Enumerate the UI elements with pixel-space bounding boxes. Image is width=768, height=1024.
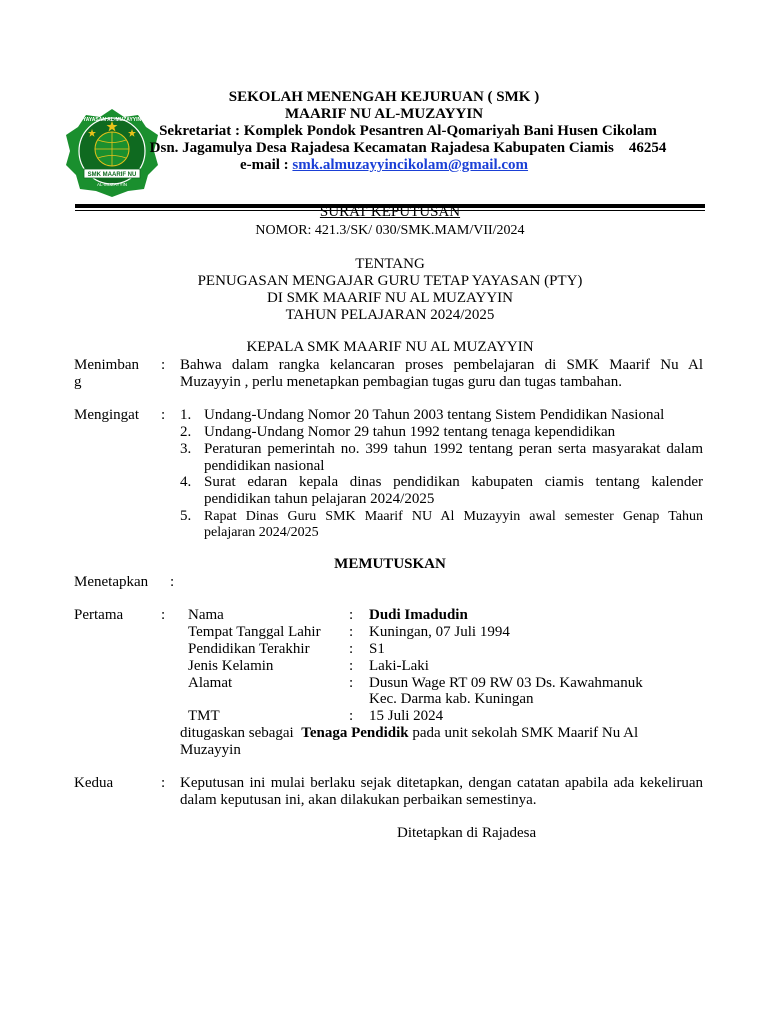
field-colon: : xyxy=(349,624,354,640)
mengingat-colon: : xyxy=(161,407,166,423)
mengingat-item-num: 5. xyxy=(180,508,192,524)
doc-title: SURAT KEPUTUSAN xyxy=(319,204,461,220)
doc-subject-3: TAHUN PELAJARAN 2024/2025 xyxy=(285,307,495,323)
assignment-line xyxy=(180,725,638,742)
field-label-tmt: TMT xyxy=(188,708,220,724)
mengingat-item-num: 3. xyxy=(180,441,192,457)
mengingat-item-text: pendidikan nasional xyxy=(204,458,325,474)
mengingat-item-text: Peraturan pemerintah no. 399 tahun 1992 tentang peran serta masyarakat dalam xyxy=(204,441,703,457)
logo-ring-text: YAYASAN AL-MUZAYYIN xyxy=(82,117,142,123)
mengingat-item-text: pelajaran 2024/2025 xyxy=(204,525,319,540)
field-label-nama: Nama xyxy=(188,607,224,623)
doc-subject-2: DI SMK MAARIF NU AL MUZAYYIN xyxy=(267,290,513,306)
mengingat-item-num: 4. xyxy=(180,474,192,490)
menimbang-text-1: Bahwa dalam rangka kelancaran proses pembelajaran di SMK Maarif Nu Al xyxy=(180,357,703,373)
mengingat-item-num: 1. xyxy=(180,407,192,423)
header-school-name: MAARIF NU AL-MUZAYYIN xyxy=(284,106,484,122)
field-colon: : xyxy=(349,641,354,657)
header-secretariat: Sekretariat : Komplek Pondok Pesantren Al-Qomariyah Bani Husen Cikolam xyxy=(159,123,657,139)
menetapkan-label: Menetapkan xyxy=(74,574,149,590)
doc-number: NOMOR: 421.3/SK/ 030/SMK.MAM/VII/2024 xyxy=(255,223,525,238)
doc-tentang: TENTANG xyxy=(355,256,425,272)
header-postal-code: 46254 xyxy=(628,140,667,156)
doc-subject-1: PENUGASAN MENGAJAR GURU TETAP YAYASAN (PTY) xyxy=(197,273,583,289)
field-value-pendidikan: S1 xyxy=(369,641,385,657)
field-value-alamat: Dusun Wage RT 09 RW 03 Ds. Kawahmanuk xyxy=(369,675,643,691)
field-colon: : xyxy=(349,658,354,674)
doc-authority: KEPALA SMK MAARIF NU AL MUZAYYIN xyxy=(246,339,534,355)
memutuskan-heading: MEMUTUSKAN xyxy=(334,556,446,572)
assignment-post: pada unit sekolah SMK Maarif Nu Al xyxy=(412,725,639,741)
field-label-alamat: Alamat xyxy=(188,675,233,691)
field-value-nama: Dudi Imadudin xyxy=(369,607,468,623)
field-colon: : xyxy=(349,675,354,691)
mengingat-label: Mengingat xyxy=(74,407,139,423)
field-colon: : xyxy=(349,708,354,724)
field-value-ttl: Kuningan, 07 Juli 1994 xyxy=(369,624,510,640)
kedua-text-1: Keputusan ini mulai berlaku sejak ditetapkan, dengan catatan apabila ada kekeliruan xyxy=(180,775,703,791)
header-email-link[interactable]: smk.almuzayyincikolam@gmail.com xyxy=(292,157,529,173)
mengingat-item-text: Rapat Dinas Guru SMK Maarif NU Al Muzayyin awal semester Genap Tahun xyxy=(204,509,703,524)
kedua-colon: : xyxy=(161,775,166,791)
header-address-text: Dsn. Jagamulya Desa Rajadesa Kecamatan Rajadesa Kabupaten Ciamis xyxy=(149,140,614,156)
pertama-colon: : xyxy=(161,607,166,623)
field-label-pendidikan: Pendidikan Terakhir xyxy=(188,641,310,657)
assignment-role: Tenaga Pendidik xyxy=(301,725,409,741)
menimbang-colon: : xyxy=(161,357,166,373)
field-value-alamat-2: Kec. Darma kab. Kuningan xyxy=(369,691,534,707)
field-colon: : xyxy=(349,607,354,623)
header-email-line xyxy=(0,157,768,174)
closing-place: Ditetapkan di Rajadesa xyxy=(397,825,537,841)
logo-sub-text: AL-MUZAYYIN xyxy=(97,182,127,187)
header-email-label: e-mail : xyxy=(239,157,289,173)
assignment-pre: ditugaskan sebagai xyxy=(180,725,294,741)
field-label-ttl: Tempat Tanggal Lahir xyxy=(188,624,321,640)
pertama-label: Pertama xyxy=(74,607,124,623)
mengingat-item-num: 2. xyxy=(180,424,192,440)
header-school-type: SEKOLAH MENENGAH KEJURUAN ( SMK ) xyxy=(228,89,540,105)
menimbang-label-wrap: g xyxy=(74,374,82,390)
mengingat-item-text: Surat edaran kepala dinas pendidikan kabupaten ciamis tentang kalender xyxy=(204,474,703,490)
mengingat-item-text: Undang-Undang Nomor 20 Tahun 2003 tentang Sistem Pendidikan Nasional xyxy=(204,407,665,423)
mengingat-item-text: pendidikan tahun pelajaran 2024/2025 xyxy=(204,491,435,507)
field-value-tmt: 15 Juli 2024 xyxy=(369,708,444,724)
header-address xyxy=(48,140,768,157)
field-label-jenis-kelamin: Jenis Kelamin xyxy=(188,658,274,674)
assignment-line-2: Muzayyin xyxy=(180,742,241,758)
menetapkan-colon: : xyxy=(170,574,175,590)
logo-banner-text: SMK MAARIF NU xyxy=(87,172,137,178)
kedua-text-2: dalam keputusan ini, akan dilakukan perbaikan semestinya. xyxy=(180,792,537,808)
mengingat-item-text: Undang-Undang Nomor 29 tahun 1992 tentang tenaga kependidikan xyxy=(204,424,616,440)
kedua-label: Kedua xyxy=(74,775,114,791)
menimbang-label: Menimban xyxy=(74,357,139,373)
field-value-jenis-kelamin: Laki-Laki xyxy=(369,658,429,674)
menimbang-text-2: Muzayyin , perlu menetapkan pembagian tugas guru dan tugas tambahan. xyxy=(180,374,622,390)
